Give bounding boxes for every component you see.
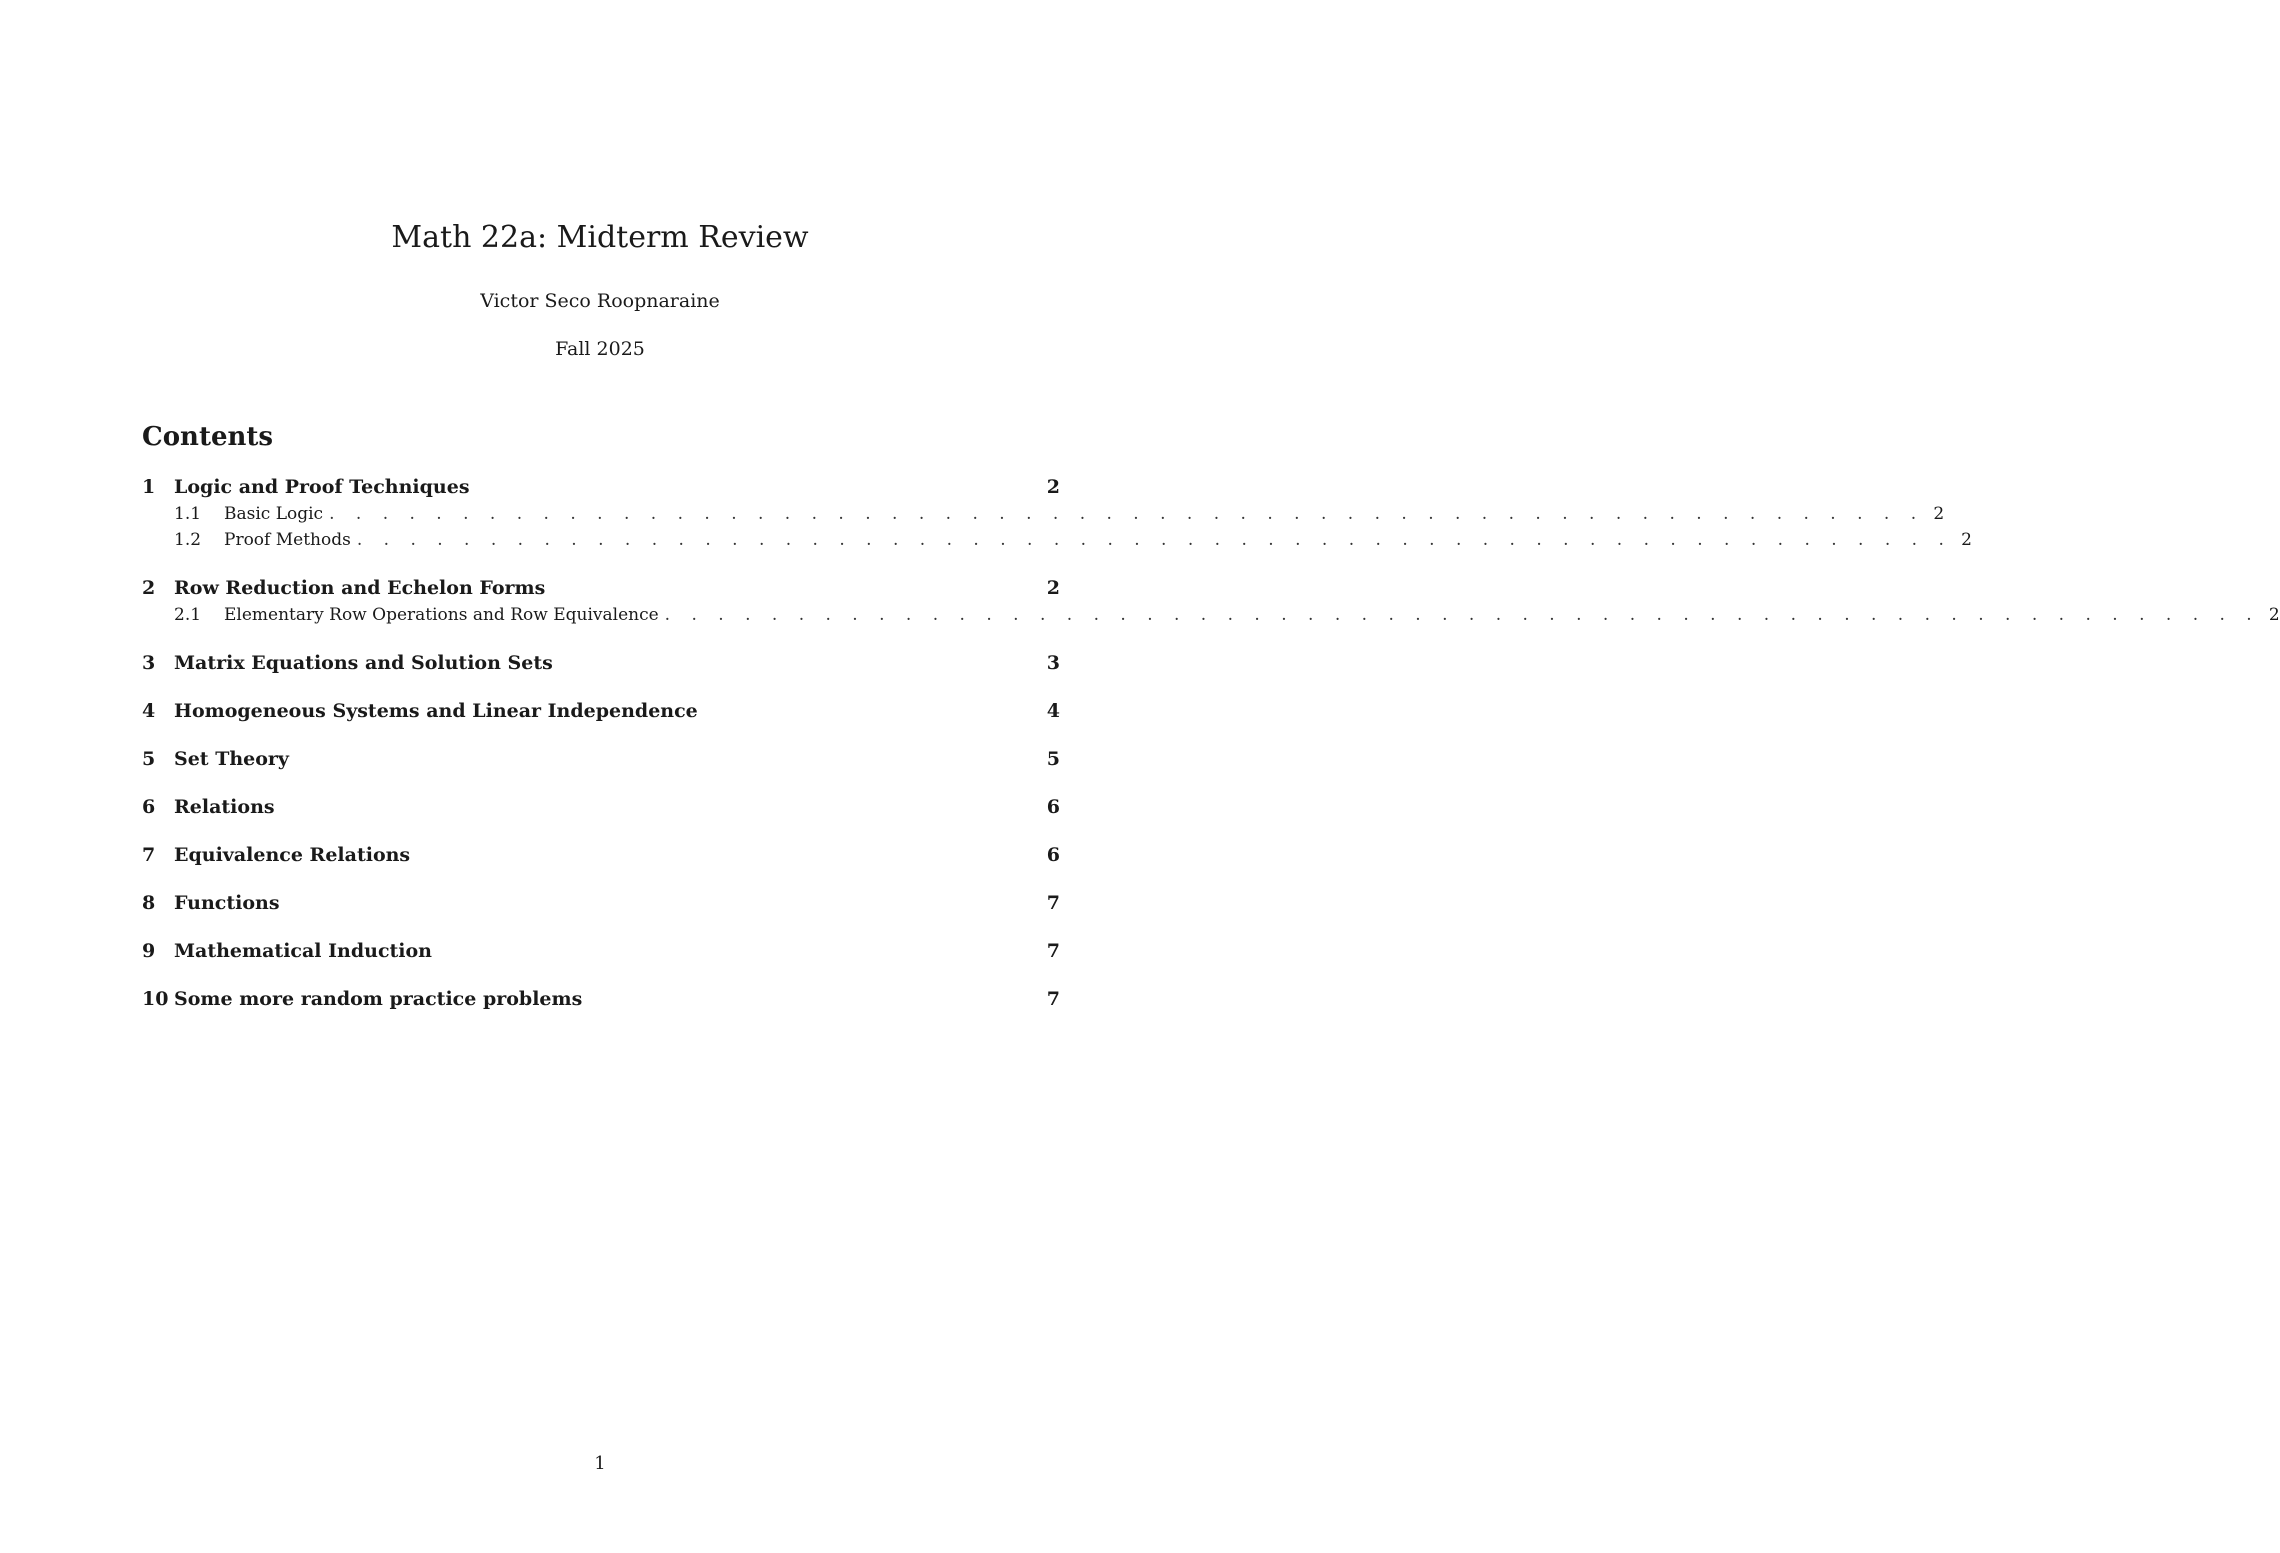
- toc-entry-page: 2: [1046, 476, 1060, 498]
- toc-entry-title: Proof Methods: [224, 530, 351, 550]
- toc-entry-page: 6: [1046, 844, 1060, 866]
- toc-entry-title: Set Theory: [174, 748, 289, 770]
- toc-entry-section[interactable]: [142, 652, 1060, 676]
- toc-entry-title: Row Reduction and Echelon Forms: [174, 577, 546, 599]
- toc-entry-section[interactable]: [142, 796, 1060, 820]
- toc-entry-page: 3: [1046, 652, 1060, 674]
- toc-entry-title: Relations: [174, 796, 275, 818]
- toc-entry-number: 1.2: [174, 530, 202, 550]
- toc-entry-title: Logic and Proof Techniques: [174, 476, 470, 498]
- toc-entry-section[interactable]: [142, 700, 1060, 724]
- toc-entry-number: 4: [142, 700, 156, 722]
- toc-entry-section[interactable]: [142, 844, 1060, 868]
- toc-entry-title: Equivalence Relations: [174, 844, 411, 866]
- toc-entry-subsection[interactable]: [142, 605, 2280, 629]
- toc-entry-number: 1.1: [174, 504, 202, 524]
- toc-entry-title: Elementary Row Operations and Row Equivalence: [224, 605, 659, 625]
- toc-entry-page: 2: [1046, 577, 1060, 599]
- document-author: Victor Seco Roopnaraine: [480, 290, 720, 312]
- contents-heading: Contents: [142, 422, 274, 452]
- toc-entry-title: Some more random practice problems: [174, 988, 583, 1010]
- toc-entry-section[interactable]: [142, 748, 1060, 772]
- toc-entry-number: 8: [142, 892, 156, 914]
- toc-entry-title: Basic Logic: [224, 504, 324, 524]
- toc-entry-subsection[interactable]: [142, 504, 1945, 528]
- toc-entry-section[interactable]: [142, 892, 1060, 916]
- toc-entry-section[interactable]: [142, 940, 1060, 964]
- toc-dot-leader: . . . . . . . . . . . . . . . . . . . . . . . . . . . . . . . . . . . . . . . . . . . . . . . . . . . . . . . . . . . .: [329, 504, 1925, 524]
- toc-entry-page: 7: [1046, 988, 1060, 1010]
- toc-entry-number: 1: [142, 476, 156, 498]
- toc-entry-section[interactable]: [142, 476, 1060, 500]
- toc-entry-title: Mathematical Induction: [174, 940, 432, 962]
- document-date: Fall 2025: [555, 338, 645, 360]
- toc-entry-number: 9: [142, 940, 156, 962]
- toc-entry-number: 10: [142, 988, 169, 1010]
- toc-entry-page: 5: [1046, 748, 1060, 770]
- toc-entry-number: 6: [142, 796, 156, 818]
- toc-entry-number: 2.1: [174, 605, 202, 625]
- toc-entry-page: 6: [1046, 796, 1060, 818]
- toc-entry-number: 3: [142, 652, 156, 674]
- toc-entry-number: 2: [142, 577, 156, 599]
- toc-dot-leader: . . . . . . . . . . . . . . . . . . . . . . . . . . . . . . . . . . . . . . . . . . . . . . . . . . . . . . . . . . . .: [664, 605, 2260, 625]
- toc-entry-page: 2: [2268, 605, 2280, 625]
- toc-entry-page: 4: [1046, 700, 1060, 722]
- toc-entry-page: 2: [1961, 530, 1972, 550]
- toc-entry-section[interactable]: [142, 577, 1060, 601]
- document-title: Math 22a: Midterm Review: [391, 220, 809, 255]
- toc-entry-page: 2: [1933, 504, 1945, 524]
- toc-entry-number: 7: [142, 844, 156, 866]
- toc-entry-number: 5: [142, 748, 156, 770]
- toc-entry-title: Homogeneous Systems and Linear Independence: [174, 700, 698, 722]
- toc-entry-page: 7: [1046, 892, 1060, 914]
- toc-entry-page: 7: [1046, 940, 1060, 962]
- toc-entry-title: Functions: [174, 892, 280, 914]
- toc-entry-subsection[interactable]: [142, 530, 1972, 554]
- page-number: 1: [594, 1453, 606, 1474]
- toc-entry-title: Matrix Equations and Solution Sets: [174, 652, 553, 674]
- toc-entry-section[interactable]: [142, 988, 1060, 1012]
- toc-dot-leader: . . . . . . . . . . . . . . . . . . . . . . . . . . . . . . . . . . . . . . . . . . . . . . . . . . . . . . . . . . . .: [356, 530, 1952, 550]
